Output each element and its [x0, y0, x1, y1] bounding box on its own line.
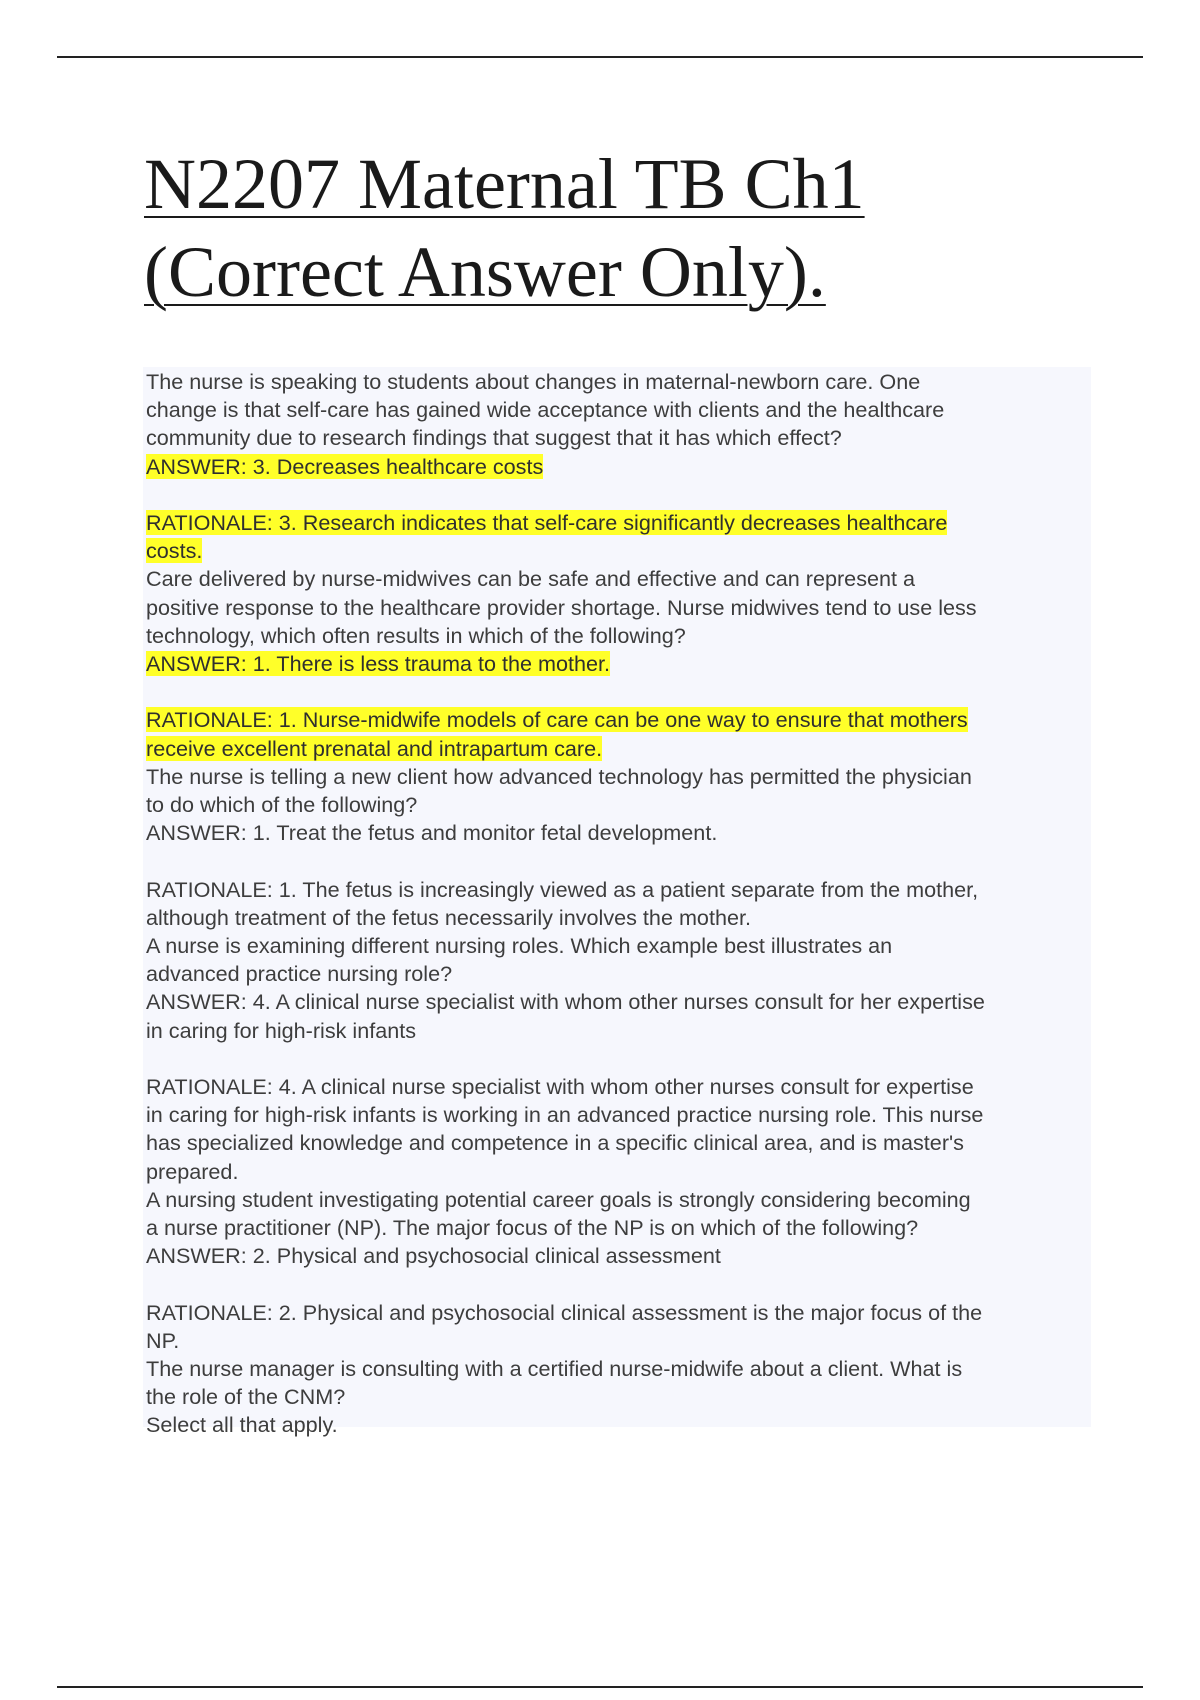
- highlighted-text-line: [146, 735, 1091, 763]
- text-line: [146, 1299, 1091, 1327]
- line-text: community due to research findings that suggest that it has which effect?: [146, 425, 842, 451]
- text-line: [146, 1186, 1091, 1214]
- text-line: [146, 1411, 1091, 1439]
- line-text: NP.: [146, 1327, 180, 1353]
- highlighted-text-line: [146, 650, 1091, 678]
- text-line: [146, 1383, 1091, 1411]
- line-text: although treatment of the fetus necessarily involves the mother.: [146, 904, 751, 930]
- highlighted-text-line: [146, 509, 1091, 537]
- text-line: [146, 1129, 1091, 1157]
- line-text: RATIONALE: 2. Physical and psychosocial clinical assessment is the major focus of the: [146, 1299, 983, 1325]
- title-line-1: N2207 Maternal TB Ch1: [144, 144, 865, 224]
- highlighted-text: ANSWER: 3. Decreases healthcare costs: [146, 453, 544, 479]
- title-line-2: (Correct Answer Only).: [144, 232, 826, 312]
- line-text: has specialized knowledge and competence in a specific clinical area, and is master's: [146, 1130, 964, 1156]
- text-line: [146, 594, 1091, 622]
- highlighted-text: RATIONALE: 1. Nurse-midwife models of care can be one way to ensure that mothers: [146, 707, 968, 733]
- text-line: [146, 1017, 1091, 1045]
- text-line: [146, 791, 1091, 819]
- document-title: [144, 140, 865, 316]
- text-line: [146, 1242, 1091, 1270]
- paragraph-gap: [146, 678, 1091, 706]
- line-text: ANSWER: 4. A clinical nurse specialist with whom other nurses consult for her expertise: [146, 989, 985, 1015]
- text-line: [146, 1355, 1091, 1383]
- line-text: The nurse is speaking to students about changes in maternal-newborn care. One: [146, 369, 921, 394]
- line-text: technology, which often results in which of the following?: [146, 622, 686, 648]
- text-line: [146, 1214, 1091, 1242]
- line-text: A nurse is examining different nursing roles. Which example best illustrates an: [146, 933, 893, 959]
- line-text: Care delivered by nurse-midwives can be safe and effective and can represent a: [146, 566, 916, 592]
- text-line: [146, 396, 1091, 424]
- line-text: Select all that apply.: [146, 1412, 338, 1438]
- paragraph-gap: [146, 481, 1091, 509]
- line-text: in caring for high-risk infants: [146, 1017, 417, 1043]
- text-line: [146, 1073, 1091, 1101]
- line-text: ANSWER: 1. Treat the fetus and monitor fetal development.: [146, 820, 718, 846]
- text-line: [146, 424, 1091, 452]
- line-text: change is that self-care has gained wide acceptance with clients and the healthcare: [146, 397, 945, 423]
- highlighted-text: RATIONALE: 3. Research indicates that self-care significantly decreases healthcare: [146, 510, 948, 535]
- text-line: [146, 1327, 1091, 1355]
- paragraph-gap: [146, 847, 1091, 875]
- line-text: prepared.: [146, 1158, 239, 1184]
- highlighted-text-line: [146, 706, 1091, 734]
- highlighted-text-line: [146, 453, 1091, 481]
- line-text: the role of the CNM?: [146, 1384, 346, 1410]
- text-line: [146, 960, 1091, 988]
- line-text: positive response to the healthcare provider shortage. Nurse midwives tend to use less: [146, 594, 977, 620]
- text-line: [146, 622, 1091, 650]
- bottom-rule: [57, 1686, 1143, 1688]
- line-text: a nurse practitioner (NP). The major focus of the NP is on which of the following?: [146, 1215, 919, 1241]
- text-line: [146, 904, 1091, 932]
- line-text: to do which of the following?: [146, 792, 418, 818]
- highlighted-text-line: [146, 537, 1091, 565]
- text-line: [146, 876, 1091, 904]
- text-line: [146, 763, 1091, 791]
- text-line: [146, 565, 1091, 593]
- line-text: The nurse manager is consulting with a certified nurse-midwife about a client. What is: [146, 1356, 963, 1382]
- top-rule: [57, 56, 1143, 58]
- text-line: [146, 1158, 1091, 1186]
- text-line: [146, 988, 1091, 1016]
- line-text: in caring for high-risk infants is working in an advanced practice nursing role. This nurse: [146, 1102, 984, 1128]
- text-line: [146, 819, 1091, 847]
- text-line: [146, 368, 1091, 396]
- line-text: ANSWER: 2. Physical and psychosocial clinical assessment: [146, 1243, 721, 1269]
- paragraph-gap: [146, 1270, 1091, 1298]
- line-text: A nursing student investigating potential career goals is strongly considering becoming: [146, 1186, 971, 1212]
- line-text: advanced practice nursing role?: [146, 961, 453, 987]
- line-text: The nurse is telling a new client how advanced technology has permitted the physician: [146, 763, 972, 789]
- line-text: RATIONALE: 4. A clinical nurse specialist with whom other nurses consult for expertise: [146, 1074, 974, 1100]
- highlighted-text: costs.: [146, 538, 203, 564]
- question-content: [143, 367, 1091, 1438]
- highlighted-text: ANSWER: 1. There is less trauma to the mother.: [146, 651, 611, 677]
- highlighted-text: receive excellent prenatal and intrapartum care.: [146, 735, 603, 761]
- paragraph-gap: [146, 1045, 1091, 1073]
- text-line: [146, 932, 1091, 960]
- text-line: [146, 1101, 1091, 1129]
- line-text: RATIONALE: 1. The fetus is increasingly viewed as a patient separate from the mother,: [146, 876, 979, 902]
